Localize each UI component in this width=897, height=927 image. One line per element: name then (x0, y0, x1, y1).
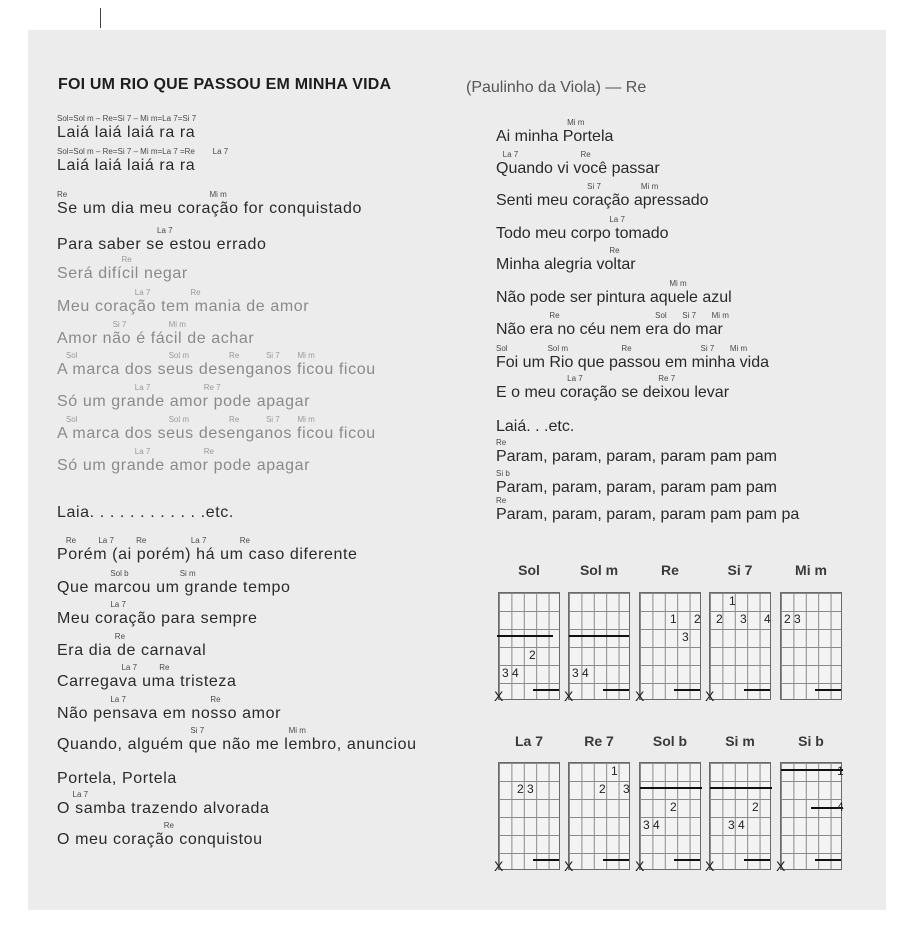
chord-name: Si m (725, 733, 755, 749)
lyric-text: Porém (ai porém) há um caso diferente (57, 546, 358, 563)
lyric-text: Param, param, param, param pam pam (496, 448, 777, 465)
lyric-text: Meu coração para sempre (57, 610, 258, 627)
bass-line (533, 689, 559, 691)
lyric-text: Para saber se estou errado (57, 236, 267, 253)
bass-line (674, 689, 700, 691)
chord-symbols: Si 7 Mi m (57, 320, 186, 329)
chord-name: Sol (518, 562, 540, 578)
lyric-line (57, 821, 263, 849)
lyric-line (57, 226, 267, 254)
barre-line (640, 787, 702, 789)
lyric-line (57, 383, 310, 411)
chord-symbols: Si 7 Mi m (496, 182, 659, 191)
chord-symbols: Si 7 Mi m (57, 726, 306, 735)
lyric-text: E o meu coração se deixou levar (496, 384, 730, 401)
finger-number: 3 4 (728, 818, 745, 832)
barre-line (569, 635, 629, 637)
bass-line (744, 859, 770, 861)
chord-symbols (57, 760, 177, 770)
chord-symbols: Sol=Sol m – Re=Si 7 – Mi m=La 7=Si 7 (57, 114, 197, 123)
chord-symbols (496, 408, 574, 418)
chord-symbols: La 7 (57, 226, 173, 235)
lyric-text: Meu coração tem mania de amor (57, 298, 310, 315)
chord-symbols: Sol=Sol m – Re=Si 7 – Mi m=La 7 =Re La 7 (57, 147, 229, 156)
chord-symbols: Sol Sol m Re Si 7 Mi m (57, 415, 315, 424)
finger-number: 2 (529, 648, 536, 662)
barre-line (497, 635, 553, 637)
chord-diagram (709, 592, 771, 700)
finger-number: 3 (682, 630, 689, 644)
lyric-line (496, 344, 769, 372)
lyric-text: Senti meu coração apressado (496, 192, 709, 209)
lyric-line (57, 760, 177, 788)
finger-number: 2 3 (517, 782, 534, 796)
chord-symbols: Re (496, 438, 507, 447)
lyric-line (57, 288, 309, 316)
lyric-line (57, 114, 196, 142)
chord-name: Mi m (795, 562, 827, 578)
finger-number: 2 (716, 612, 723, 626)
chord-name: Re 7 (584, 733, 614, 749)
chord-name: Sol m (579, 562, 619, 578)
chord-diagram (639, 762, 701, 870)
lyric-line (496, 150, 660, 178)
lyric-line (57, 536, 358, 564)
scan-mark (100, 8, 101, 28)
muted-string-mark: X (564, 688, 574, 704)
chord-symbols: Mi m (496, 279, 687, 288)
finger-number: 1 (729, 594, 736, 608)
lyric-text: O meu coração conquistou (57, 831, 263, 848)
chord-diagram (568, 762, 630, 870)
chord-diagram (498, 592, 560, 700)
lyric-line (57, 726, 417, 754)
chord-symbols: Re Sol Si 7 Mi m (496, 311, 729, 320)
finger-number: 4 (764, 612, 771, 626)
lyric-line (57, 600, 258, 628)
lyric-line (496, 438, 777, 466)
lyric-text: Laiá laiá laiá ra ra (57, 124, 196, 141)
chord-diagram (498, 762, 560, 870)
bass-line (674, 859, 700, 861)
chord-symbols: La 7 (57, 600, 126, 609)
muted-string-mark: X (705, 858, 715, 874)
muted-string-mark: X (705, 688, 715, 704)
chord-symbols: Re (496, 246, 620, 255)
lyric-line (496, 118, 613, 146)
lyric-line (57, 255, 188, 283)
lyric-line (496, 215, 669, 243)
chord-symbols: La 7 (57, 790, 89, 799)
lyric-text: Que marcou um grande tempo (57, 579, 291, 596)
lyric-text: Todo meu corpo tomado (496, 225, 669, 242)
lyric-line (496, 408, 574, 436)
lyric-line (496, 279, 732, 307)
lyric-text: Será difícil negar (57, 265, 188, 282)
lyric-text: Ai minha Portela (496, 128, 614, 145)
chord-symbols: Sol b Si m (57, 569, 196, 578)
bass-line (744, 689, 770, 691)
chord-symbols: Re Mi m (57, 190, 227, 199)
lyric-text: Portela, Portela (57, 770, 177, 787)
chord-symbols (57, 494, 234, 504)
lyric-text: Param, param, param, param pam pam (496, 479, 777, 496)
finger-number: 1 (670, 612, 677, 626)
chord-symbols: Re (57, 632, 126, 641)
chord-name: Re (661, 562, 679, 578)
lyric-text: Laiá. . .etc. (496, 418, 575, 435)
lyric-line (57, 695, 281, 723)
chord-symbols: La 7 Re 7 (496, 374, 676, 383)
chord-symbols: Re La 7 Re La 7 Re (57, 536, 250, 545)
chord-symbols: Sol Sol m Re Si 7 Mi m (496, 344, 748, 353)
lyric-text: Foi um Rio que passou em minha vida (496, 354, 770, 371)
lyric-text: Não era no céu nem era do mar (496, 321, 723, 338)
finger-number: 2 (694, 612, 701, 626)
song-author-key: (Paulinho da Viola) — Re (466, 79, 647, 96)
chord-name: Si 7 (727, 562, 753, 578)
lyric-text: Laia. . . . . . . . . . . .etc. (57, 504, 234, 521)
finger-number: 1 (611, 764, 618, 778)
lyric-text: Só um grande amor pode apagar (57, 393, 311, 410)
muted-string-mark: X (564, 858, 574, 874)
chord-symbols: La 7 Re (496, 150, 591, 159)
finger-number: 2 (599, 782, 606, 796)
chord-symbols: La 7 Re 7 (57, 383, 221, 392)
lyric-text: Se um dia meu coração for conquistado (57, 200, 363, 217)
finger-number: 2 (752, 800, 759, 814)
bass-line (533, 859, 559, 861)
chord-symbols: La 7 Re (57, 663, 170, 672)
finger-number: 2 3 (784, 612, 801, 626)
lyric-line (496, 246, 636, 274)
finger-number: 3 4 (502, 666, 519, 680)
muted-string-mark: X (494, 858, 504, 874)
chord-symbols: La 7 Re (57, 695, 221, 704)
finger-number: 1 (837, 764, 844, 778)
chord-symbols: Mi m (496, 118, 585, 127)
chord-diagram (709, 762, 771, 870)
lyric-line (496, 496, 799, 524)
lyric-text: A marca dos seus desenganos ficou ficou (57, 361, 376, 378)
bass-line (815, 859, 841, 861)
chord-symbols: Sol Sol m Re Si 7 Mi m (57, 351, 315, 360)
muted-string-mark: X (635, 688, 645, 704)
lyric-line (496, 182, 709, 210)
chord-diagram (780, 762, 842, 870)
lyric-line (57, 147, 228, 175)
song-title: FOI UM RIO QUE PASSOU EM MINHA VIDA (58, 76, 392, 93)
lyric-text: Minha alegria voltar (496, 256, 636, 273)
chord-symbols: La 7 Re (57, 447, 214, 456)
chord-symbols: Re (496, 496, 507, 505)
lyric-line (57, 663, 237, 691)
lyric-line (496, 374, 729, 402)
lyric-line (57, 415, 376, 443)
muted-string-mark: X (776, 858, 786, 874)
lyric-line (57, 190, 362, 218)
lyric-text: Carregava uma tristeza (57, 673, 237, 690)
finger-number: 3 4 (572, 666, 589, 680)
lyric-text: Param, param, param, param pam pam pa (496, 506, 800, 523)
barre-line (781, 769, 843, 771)
finger-number: 4 (837, 800, 844, 814)
chord-name: La 7 (514, 733, 543, 749)
muted-string-mark: X (494, 688, 504, 704)
finger-number: 2 (670, 800, 677, 814)
lyric-line (496, 469, 777, 497)
lyric-line (57, 494, 234, 522)
lyric-line (57, 569, 291, 597)
lyric-text: Amor não é fácil de achar (57, 330, 255, 347)
lyric-text: O samba trazendo alvorada (57, 800, 270, 817)
bass-line (815, 689, 841, 691)
lyric-text: Só um grande amor pode apagar (57, 457, 311, 474)
lyric-text: Quando, alguém que não me lembro, anunciou (57, 736, 417, 753)
chord-symbols: La 7 (496, 215, 625, 224)
chord-diagram (639, 592, 701, 700)
bass-line (603, 689, 629, 691)
lyric-text: A marca dos seus desenganos ficou ficou (57, 425, 376, 442)
lyric-line (57, 790, 269, 818)
lyric-line (57, 632, 206, 660)
chord-symbols: Si b (496, 469, 510, 478)
lyric-line (57, 447, 310, 475)
finger-number: 3 4 (643, 818, 660, 832)
lyric-text: Laiá laiá laiá ra ra (57, 157, 196, 174)
chord-diagram (568, 592, 630, 700)
finger-number: 3 (740, 612, 747, 626)
lyric-line (57, 320, 254, 348)
finger-number: 3 (623, 782, 630, 796)
bass-line (603, 859, 629, 861)
chord-symbols: La 7 Re (57, 288, 201, 297)
lyric-text: Quando vi você passar (496, 160, 660, 177)
chord-diagram (780, 592, 842, 700)
chord-name: Sol b (652, 733, 688, 749)
lyric-text: Era dia de carnaval (57, 642, 207, 659)
lyric-text: Não pensava em nosso amor (57, 705, 281, 722)
lyric-line (496, 311, 729, 339)
chord-symbols: Re (57, 821, 174, 830)
muted-string-mark: X (635, 858, 645, 874)
barre-line (710, 787, 772, 789)
lyric-text: Não pode ser pintura aquele azul (496, 289, 732, 306)
chord-symbols: Re (57, 255, 132, 264)
chord-name: Si b (798, 733, 824, 749)
lyric-line (57, 351, 376, 379)
